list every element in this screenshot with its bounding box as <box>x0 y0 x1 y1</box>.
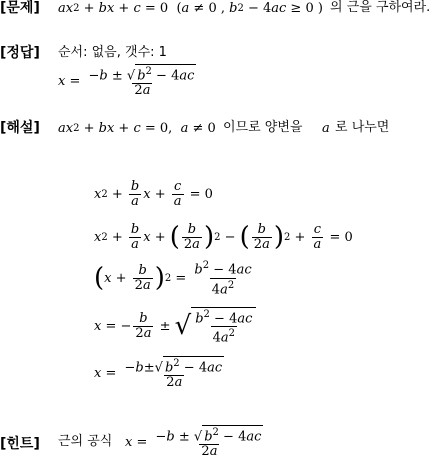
problem-label: [문제] <box>0 0 40 16</box>
explanation-text-middle: 이므로 양변을 <box>223 120 303 135</box>
explanation-text-end: 로 나누면 <box>335 120 390 135</box>
answer-text: 순서: 없음, 갯수: 1 <box>58 45 167 60</box>
hint-text: 근의 공식 <box>58 434 113 449</box>
problem-text: 의 근을 구하여라. <box>330 0 431 15</box>
derivation-step-4: x = − $\frac{b}{2a}$ ± √ $\frac{b^2 - 4ac}{4a^2}$ <box>94 304 256 348</box>
explanation-var-a: a <box>322 120 330 136</box>
derivation-step-2: x 2 + $\frac{b}{a}$ x + ( $\frac{b}{2a}$ ) 2 − ( $\frac{b}{2a}$ ) 2 + $\frac{c}{a}$ = 0 <box>94 221 353 252</box>
derivation-step-5: x = $\frac{-b\pm√ b^2 - 4ac}{2a}$ <box>94 357 223 391</box>
hint-formula: x = $\frac{-b \pm √ b^2 - 4ac}{2a}$ <box>125 426 262 460</box>
explanation-label: [해설] <box>0 120 40 136</box>
derivation-step-3: ( x + $\frac{b}{2a}$ ) 2 = $\frac{b^2 - 4ac}{4a^2}$ <box>94 260 252 297</box>
answer-label: [정답] <box>0 45 40 61</box>
explanation-equation: ax 2 + bx + c = 0, a ≠ 0 <box>58 120 216 136</box>
hint-label: [힌트] <box>0 436 40 452</box>
answer-formula: x = $\frac{-b \pm √ b^2 - 4ac}{2a}$ <box>58 65 195 99</box>
problem-equation: ax 2 + bx + c = 0 ( a ≠ 0 , b 2 − 4 ac ≥ 0 ) <box>58 0 323 16</box>
derivation-step-1: x 2 + $\frac{b}{a}$ x + $\frac{c}{a}$ = 0 <box>94 178 213 209</box>
